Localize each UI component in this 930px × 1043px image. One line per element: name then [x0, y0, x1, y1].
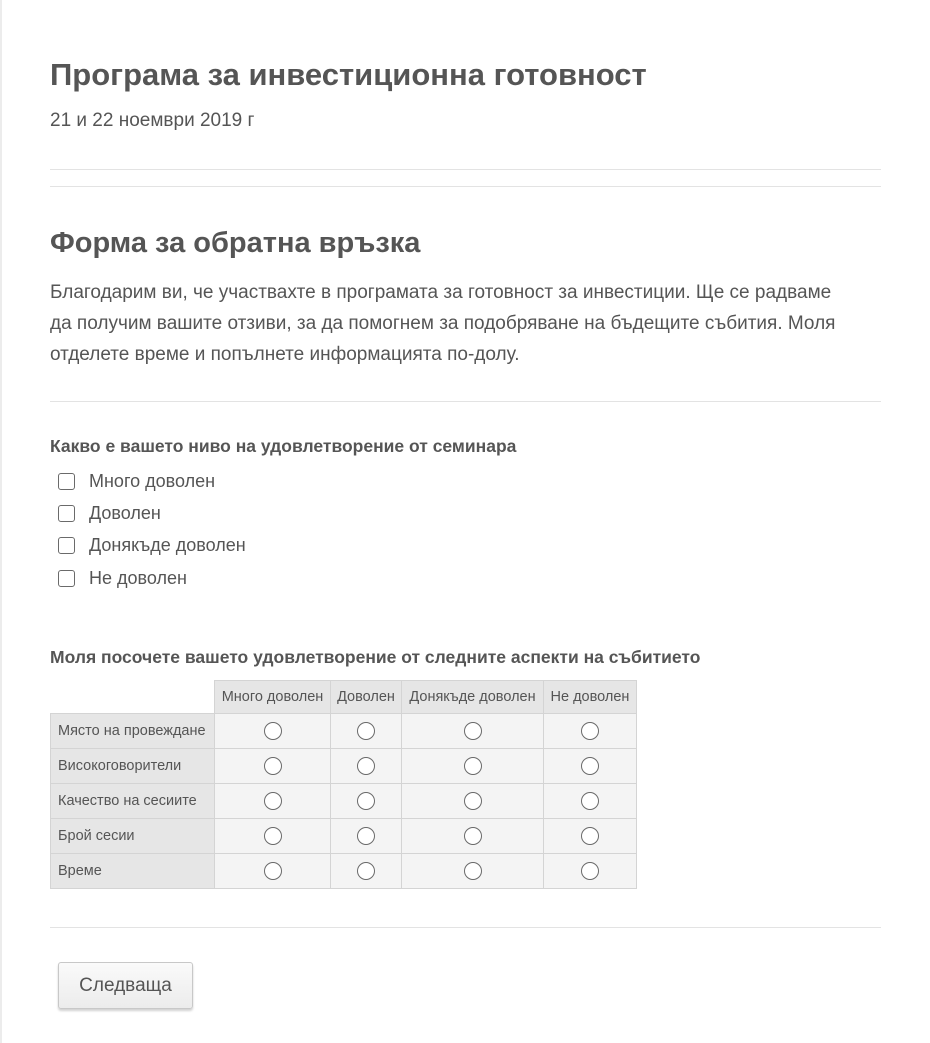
radio-button[interactable] — [357, 827, 375, 845]
divider — [50, 169, 881, 170]
matrix-column-header: Доволен — [331, 681, 402, 714]
question-aspects-label: Моля посочете вашето удовлетворение от следните аспекти на събитието — [50, 647, 701, 667]
radio-button[interactable] — [264, 792, 282, 810]
matrix-column-header: Не доволен — [544, 681, 637, 714]
matrix-cell[interactable] — [402, 854, 544, 889]
matrix-cell[interactable] — [402, 749, 544, 784]
form-title: Програма за инвестиционна готовност — [50, 57, 647, 92]
matrix-row-label: Брой сесии — [51, 819, 215, 854]
radio-button[interactable] — [357, 722, 375, 740]
checkbox[interactable] — [58, 473, 75, 490]
matrix-cell[interactable] — [402, 714, 544, 749]
matrix-row-label: Време — [51, 854, 215, 889]
radio-button[interactable] — [264, 862, 282, 880]
checkbox-option[interactable] — [58, 465, 246, 497]
radio-button[interactable] — [357, 792, 375, 810]
matrix-cell[interactable] — [331, 714, 402, 749]
matrix-cell[interactable] — [544, 714, 637, 749]
section-title: Форма за обратна връзка — [50, 227, 421, 259]
radio-button[interactable] — [464, 827, 482, 845]
matrix-cell[interactable] — [331, 784, 402, 819]
satisfaction-matrix — [50, 680, 637, 889]
radio-button[interactable] — [581, 792, 599, 810]
radio-button[interactable] — [464, 722, 482, 740]
divider — [50, 401, 881, 402]
page-left-border — [0, 0, 2, 1043]
matrix-cell[interactable] — [215, 714, 331, 749]
radio-button[interactable] — [581, 757, 599, 775]
divider — [50, 186, 881, 187]
matrix-row — [51, 749, 637, 784]
radio-button[interactable] — [464, 792, 482, 810]
radio-button[interactable] — [464, 862, 482, 880]
matrix-corner — [51, 681, 215, 714]
satisfaction-checkbox-list — [58, 465, 246, 594]
matrix-row — [51, 784, 637, 819]
matrix-row-label: Място на провеждане — [51, 714, 215, 749]
radio-button[interactable] — [264, 827, 282, 845]
section-description: Благодарим ви, че участвахте в програмата за готовност за инвестиции. Ще се радваме да получим вашите отзиви, за да помогнем за подобряване на бъдещите събития. Моля отделете време и попълнете информацията по-долу. — [50, 282, 836, 365]
matrix-column-header: Много доволен — [215, 681, 331, 714]
matrix-cell[interactable] — [544, 819, 637, 854]
radio-button[interactable] — [464, 757, 482, 775]
radio-button[interactable] — [357, 757, 375, 775]
divider — [50, 927, 881, 928]
matrix-cell[interactable] — [331, 854, 402, 889]
radio-button[interactable] — [581, 722, 599, 740]
checkbox[interactable] — [58, 505, 75, 522]
matrix-cell[interactable] — [215, 854, 331, 889]
matrix-cell[interactable] — [215, 819, 331, 854]
form-subtitle: 21 и 22 ноември 2019 г — [50, 110, 255, 131]
matrix-cell[interactable] — [331, 749, 402, 784]
matrix-cell[interactable] — [215, 784, 331, 819]
matrix-cell[interactable] — [544, 749, 637, 784]
matrix-cell[interactable] — [402, 819, 544, 854]
matrix-cell[interactable] — [402, 784, 544, 819]
matrix-cell[interactable] — [215, 749, 331, 784]
checkbox[interactable] — [58, 537, 75, 554]
checkbox[interactable] — [58, 570, 75, 587]
matrix-row-label: Високоговорители — [51, 749, 215, 784]
checkbox-label[interactable]: Много доволен — [89, 470, 216, 491]
matrix-row — [51, 714, 637, 749]
radio-button[interactable] — [357, 862, 375, 880]
matrix-row-label: Качество на сесиите — [51, 784, 215, 819]
matrix-header-row — [51, 681, 637, 714]
checkbox-label[interactable]: Не доволен — [89, 567, 187, 588]
radio-button[interactable] — [581, 862, 599, 880]
question-satisfaction-label: Какво е вашето ниво на удовлетворение от семинара — [50, 436, 517, 456]
checkbox-label[interactable]: Донякъде доволен — [89, 535, 246, 556]
radio-button[interactable] — [264, 757, 282, 775]
checkbox-option[interactable] — [58, 562, 246, 594]
matrix-cell[interactable] — [544, 784, 637, 819]
checkbox-option[interactable] — [58, 530, 246, 562]
matrix-row — [51, 854, 637, 889]
matrix-cell[interactable] — [544, 854, 637, 889]
radio-button[interactable] — [264, 722, 282, 740]
matrix-row — [51, 819, 637, 854]
next-button[interactable]: Следваща — [58, 962, 193, 1009]
checkbox-label[interactable]: Доволен — [89, 502, 161, 523]
matrix-column-header: Донякъде доволен — [402, 681, 544, 714]
radio-button[interactable] — [581, 827, 599, 845]
checkbox-option[interactable] — [58, 497, 246, 529]
matrix-cell[interactable] — [331, 819, 402, 854]
